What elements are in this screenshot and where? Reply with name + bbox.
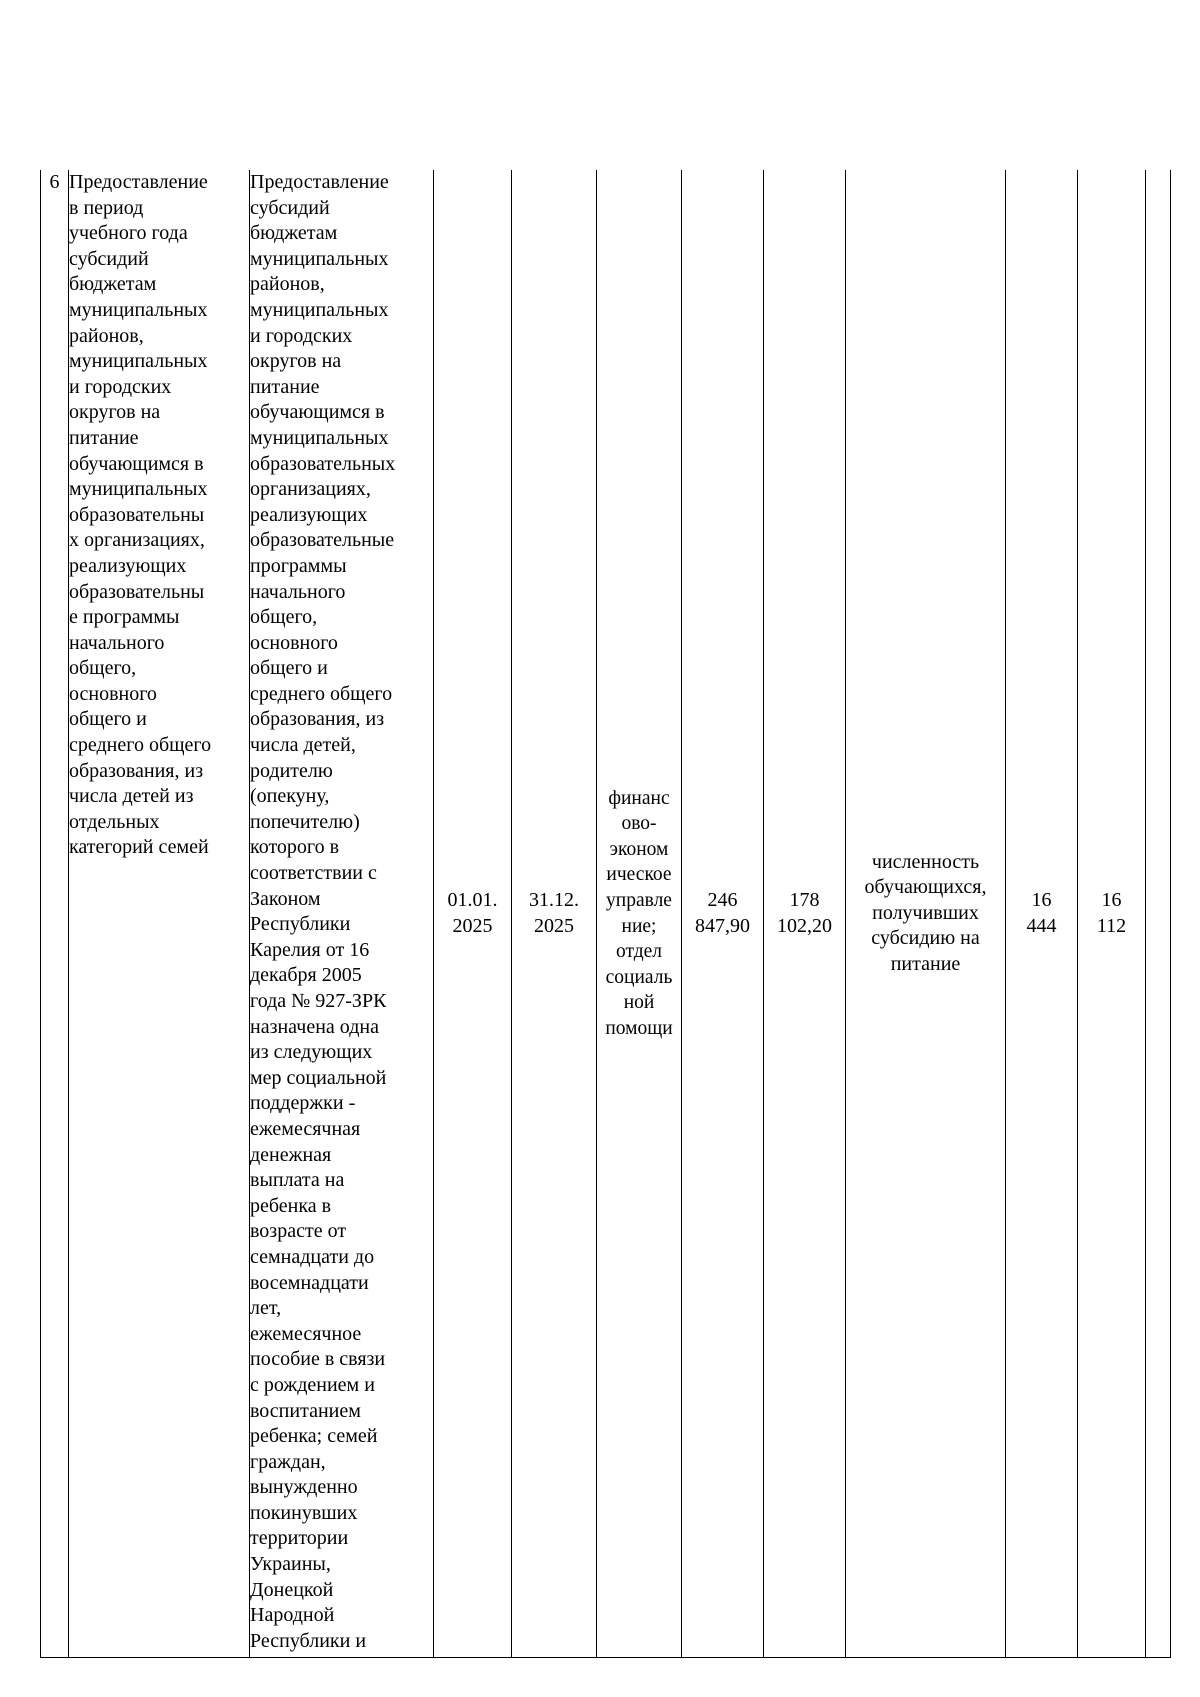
- amount-1-cell: [682, 170, 764, 1658]
- event-name-cell: [69, 170, 250, 1658]
- funding-amount-2: 178 102,20: [777, 888, 832, 937]
- empty-cell: [1146, 170, 1171, 1658]
- end-date: 31.12. 2025: [529, 888, 579, 937]
- value-1-cell: [1006, 170, 1078, 1658]
- event-name: Предоставление в период учебного года субсидий бюджетам муниципальных районов, муниципальных и городских округов на питание обучающимся в муниципальных образовательны х организациях, реализующих образовательны е программы начального общего, основного общего и среднего общего образования, из числа детей из отдельных категорий семей: [69, 171, 212, 859]
- responsible-cell: [597, 170, 682, 1658]
- funding-amount-1: 246 847,90: [695, 888, 750, 937]
- responsible-executor: финанс ово- эконом ическое управле ние; отдел социаль ной помощи: [605, 787, 673, 1039]
- document-table: [40, 170, 1171, 1658]
- row-number: 6: [49, 171, 60, 193]
- end-date-cell: [512, 170, 597, 1658]
- indicator-cell: [846, 170, 1006, 1658]
- indicator-value-2: 16 112: [1096, 888, 1127, 937]
- table-row: [41, 170, 1171, 1658]
- indicator-name: численность обучающихся, получивших субсидию на питание: [864, 850, 987, 975]
- start-date-cell: [434, 170, 512, 1658]
- event-description: Предоставление субсидий бюджетам муниципальных районов, муниципальных и городских округов на питание обучающимся в муниципальных образовательных организациях, реализующих образовательные программы начального общего, основного общего и среднего общего образования, из числа детей, родителю (опекуну, попечителю) которого в соответствии с Законом Республики Карелия от 16 декабря 2005 года № 927-ЗРК назначена одна из следующих мер социальной поддержки - ежемесячная денежная выплата на ребенка в возрасте от семнадцати до восемнадцати лет, ежемесячное пособие в связи с рождением и воспитанием ребенка; семей граждан, вынужденно покинувших территории Украины, Донецкой Народной Республики и: [250, 171, 396, 1652]
- row-number-cell: [41, 170, 69, 1658]
- amount-2-cell: [764, 170, 846, 1658]
- indicator-value-1: 16 444: [1026, 888, 1057, 937]
- description-cell: [250, 170, 434, 1658]
- value-2-cell: [1078, 170, 1146, 1658]
- start-date: 01.01. 2025: [447, 888, 498, 937]
